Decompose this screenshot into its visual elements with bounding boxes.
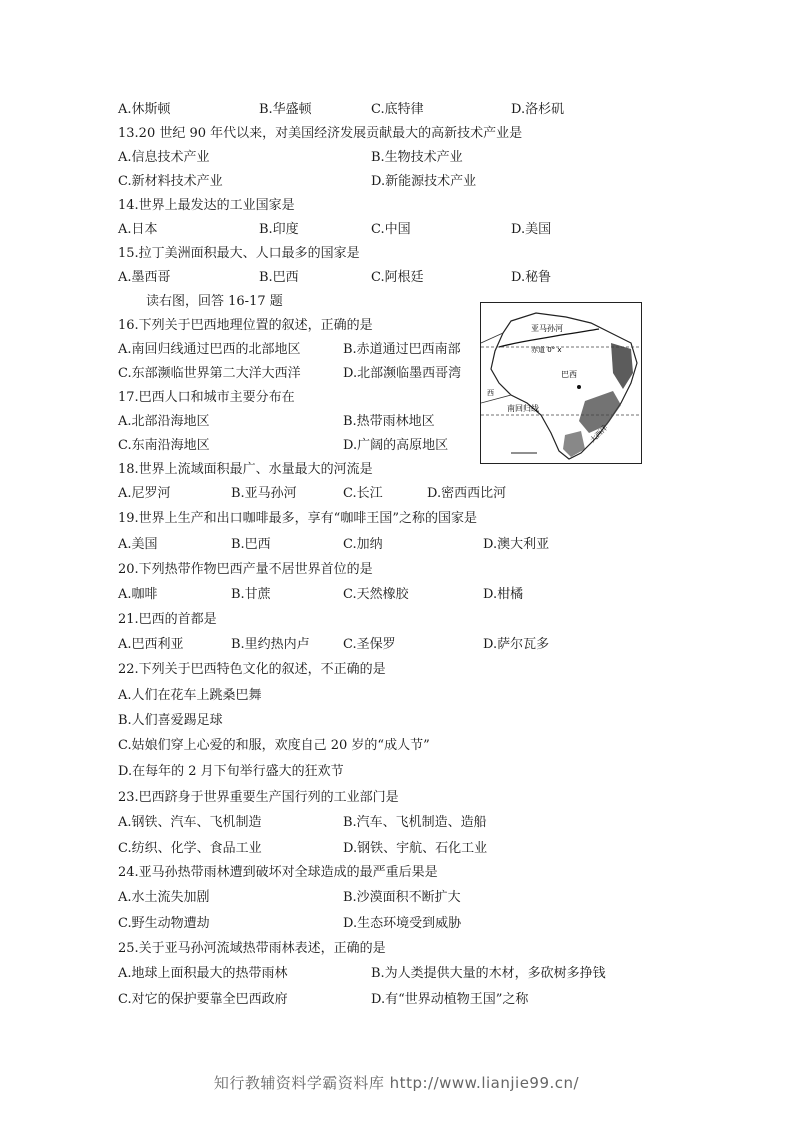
q20-option-d: D.柑橘 [483,587,524,602]
q15-option-a: A.墨西哥 [118,270,171,285]
q21-option-b: B.里约热内卢 [231,637,310,652]
q20-option-c: C.天然橡胶 [343,587,409,602]
q15-option-b: B.巴西 [259,270,299,285]
q17-option-a: A.北部沿海地区 [118,414,210,429]
label-ocean: 大西洋 [588,423,610,445]
q24-stem: 24.亚马孙热带雨林遭到破坏对全球造成的最严重后果是 [118,865,438,880]
q19-stem: 19.世界上生产和出口咖啡最多，享有“咖啡王国”之称的国家是 [118,511,477,526]
q13-stem: 13.20 世纪 90 年代以来，对美国经济发展贡献最大的高新技术产业是 [118,126,523,141]
footer-watermark: 知行教辅资料学霸资料库 http://www.lianjie99.cn/ [213,1074,580,1092]
q25-option-c: C.对它的保护要靠全巴西政府 [118,992,288,1007]
q18-option-a: A.尼罗河 [118,486,171,501]
q19-option-a: A.美国 [118,537,158,552]
q20-option-a: A.咖啡 [118,587,158,602]
q21-option-c: C.圣保罗 [343,637,396,652]
q13-option-b: B.生物技术产业 [371,150,463,165]
q24-option-d: D.生态环境受到威胁 [343,916,462,931]
q14-option-b: B.印度 [259,222,299,237]
q17-stem: 17.巴西人口和城市主要分布在 [118,390,295,405]
q16-option-d: D.北部濒临墨西哥湾 [343,366,462,381]
q22-option-a: A.人们在花车上跳桑巴舞 [118,688,262,703]
q18-stem: 18.世界上流域面积最广、水量最大的河流是 [118,462,373,477]
capital-marker [577,385,581,389]
q15-option-c: C.阿根廷 [371,270,424,285]
q14-option-c: C.中国 [371,222,411,237]
q15-stem: 15.拉丁美洲面积最大、人口最多的国家是 [118,246,360,261]
q25-option-b: B.为人类提供大量的木材，多砍树多挣钱 [371,966,606,981]
q12-option-c: C.底特律 [371,102,424,117]
q13-option-a: A.信息技术产业 [118,150,210,165]
q17-option-b: B.热带雨林地区 [343,414,435,429]
q23-option-b: B.汽车、飞机制造、造船 [343,815,487,830]
q20-stem: 20.下列热带作物巴西产量不居世界首位的是 [118,562,373,577]
q16-option-a: A.南回归线通过巴西的北部地区 [118,342,301,357]
q12-option-b: B.华盛顿 [259,102,312,117]
q24-option-b: B.沙漠面积不断扩大 [343,890,461,905]
q22-option-b: B.人们喜爱踢足球 [118,713,223,728]
q21-stem: 21.巴西的首都是 [118,612,217,627]
q19-option-d: D.澳大利亚 [483,537,550,552]
q14-option-d: D.美国 [511,222,552,237]
q22-option-d: D.在每年的 2 月下旬举行盛大的狂欢节 [118,764,344,779]
label-tropic: 南回归线 [507,404,539,413]
q22-stem: 22.下列关于巴西特色文化的叙述，不正确的是 [118,662,386,677]
q21-option-d: D.萨尔瓦多 [483,637,550,652]
q13-option-c: C.新材料技术产业 [118,174,223,189]
q21-option-a: A.巴西利亚 [118,637,184,652]
q17-option-c: C.东南沿海地区 [118,438,210,453]
q24-option-a: A.水土流失加剧 [118,890,210,905]
q20-option-b: B.甘蔗 [231,587,271,602]
border-line [481,395,511,403]
q13-option-d: D.新能源技术产业 [371,174,477,189]
brazil-map-drawing [481,303,641,463]
q23-option-c: C.纺织、化学、食品工业 [118,841,262,856]
q23-option-d: D.钢铁、宇航、石化工业 [343,841,488,856]
q12-option-a: A.休斯顿 [118,102,171,117]
q23-stem: 23.巴西跻身于世界重要生产国行列的工业部门是 [118,790,399,805]
label-amazon: 亚马孙河 [531,324,563,333]
q14-option-a: A.日本 [118,222,158,237]
q19-option-c: C.加纳 [343,537,383,552]
q22-option-c: C.姑娘们穿上心爱的和服，欢度自己 20 岁的“成人节” [118,738,430,753]
brazil-map [480,302,642,464]
label-equator: 赤道 0° x [531,346,562,354]
q15-option-d: D.秘鲁 [511,270,552,285]
q17-option-d: D.广阔的高原地区 [343,438,449,453]
q18-option-c: C.长江 [343,486,383,501]
q16-stem: 16.下列关于巴西地理位置的叙述，正确的是 [118,318,373,333]
q25-stem: 25.关于亚马孙河流域热带雨林表述，正确的是 [118,941,386,956]
label-brazil: 巴西 [561,370,577,379]
q19-option-b: B.巴西 [231,537,271,552]
q14-stem: 14.世界上最发达的工业国家是 [118,198,295,213]
q23-option-a: A.钢铁、汽车、飞机制造 [118,815,262,830]
coastal-shade-north [611,343,633,389]
label-west: 西 [487,389,494,397]
q18-option-b: B.亚马孙河 [231,486,297,501]
q12-option-d: D.洛杉矶 [511,102,565,117]
q25-option-d: D.有“世界动植物王国”之称 [371,992,529,1007]
q16-option-c: C.东部濒临世界第二大洋大西洋 [118,366,301,381]
q18-option-d: D.密西西比河 [427,486,507,501]
q25-option-a: A.地球上面积最大的热带雨林 [118,966,288,981]
map-reading-instruction: 读右图，回答 16-17 题 [146,294,283,309]
q24-option-c: C.野生动物遭劫 [118,916,210,931]
q16-option-b: B.赤道通过巴西南部 [343,342,461,357]
